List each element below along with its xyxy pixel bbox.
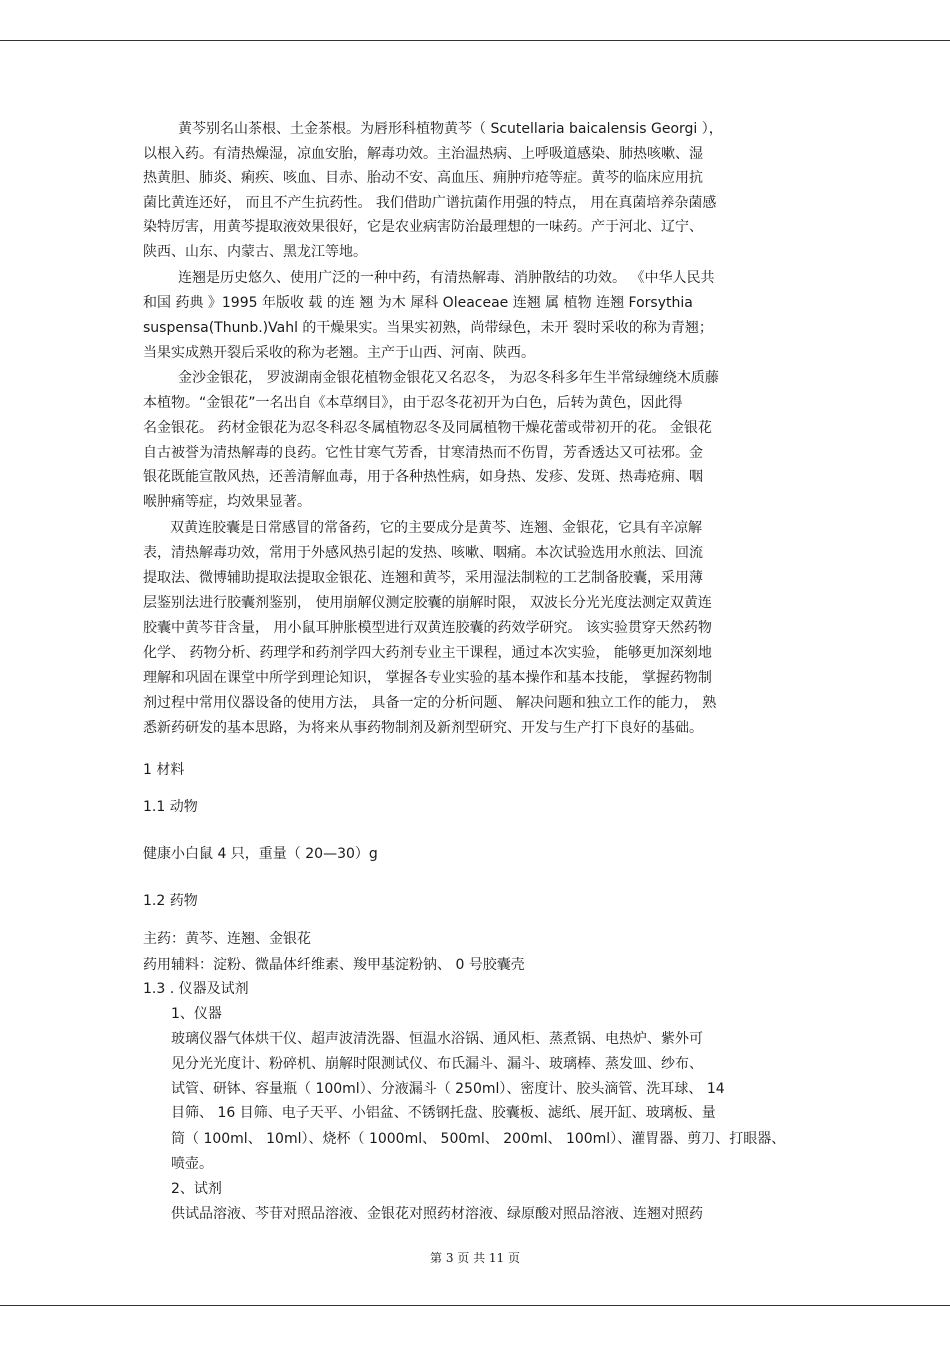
section-heading-instruments-reagents: 1.3 . 仪器及试剂 — [143, 981, 249, 997]
p1-line-2: 以根入药。有清热燥湿，凉血安胎，解毒功效。主治温热病、上呼吸道感染、肺热咳嗽、湿 — [143, 146, 703, 162]
instruments-line-1: 玻璃仪器气体烘干仪、超声波清洗器、恒温水浴锅、通风柜、蒸煮锅、电热炉、紫外可 — [171, 1031, 703, 1047]
p4-line-6: 化学、 药物分析、药理学和药剂学四大药剂专业主干课程，通过本次实验， 能够更加深刻地 — [143, 645, 712, 661]
p4-line-8: 剂过程中常用仪器设备的使用方法， 具备一定的分析问题、 解决问题和独立工作的能力， 熟 — [143, 695, 717, 711]
p2-line-4: 当果实成熟开裂后采收的称为老翘。主产于山西、河南、陕西。 — [143, 345, 535, 361]
instruments-line-6: 喷壶。 — [171, 1156, 213, 1172]
p1-line-4: 菌比黄连还好， 而且不产生抗药性。 我们借助广谱抗菌作用强的特点， 用在真菌培养杂菌感 — [143, 195, 717, 211]
reagents-line: 供试品溶液、芩苷对照品溶液、金银花对照药材溶液、绿原酸对照品溶液、连翘对照药 — [171, 1206, 703, 1222]
excipients-line: 药用辅料：淀粉、微晶体纤维素、羧甲基淀粉钠、 0 号胶囊壳 — [143, 957, 525, 973]
instruments-title: 1、仪器 — [171, 1006, 222, 1022]
p1-line-3: 热黄胆、肺炎、痢疾、咳血、目赤、胎动不安、高血压、痈肿疖疮等症。黄芩的临床应用抗 — [143, 170, 703, 186]
instruments-line-4: 目筛、 16 目筛、电子天平、小铝盆、不锈钢托盘、胶囊板、滤纸、展开缸、玻璃板、量 — [171, 1105, 716, 1121]
instruments-line-3: 试管、研钵、容量瓶（ 100ml）、分液漏斗（ 250ml）、密度计、胶头滴管、洗耳球、 14 — [171, 1081, 725, 1097]
p2-line-2: 和国 药典 》1995 年版收 载 的连 翘 为木 犀科 Oleaceae 连翘 属 植物 连翘 Forsythia — [143, 295, 693, 311]
p3-line-4: 自古被誉为清热解毒的良药。它性甘寒气芳香，甘寒清热而不伤胃，芳香透达又可祛邪。金 — [143, 445, 703, 461]
p4-line-4: 层鉴别法进行胶囊剂鉴别， 使用崩解仪测定胶囊的崩解时限， 双波长分光光度法测定双黄连 — [143, 595, 712, 611]
top-rule — [0, 40, 950, 41]
section-heading-animals: 1.1 动物 — [143, 799, 198, 815]
p4-line-7: 理解和巩固在课堂中所学到理论知识， 掌握各专业实验的基本操作和基本技能， 掌握药物制 — [143, 670, 712, 686]
page-number-footer: 第 3 页 共 11 页 — [430, 1251, 520, 1265]
p1-line-5: 染特厉害，用黄芩提取液效果很好，它是农业病害防治最理想的一味药。产于河北、辽宁、 — [143, 219, 703, 235]
p4-line-2: 表，清热解毒功效，常用于外感风热引起的发热、咳嗽、咽痛。本次试验选用水煎法、回流 — [143, 545, 703, 561]
p4-line-1: 双黄连胶囊是日常感冒的常备药，它的主要成分是黄芩、连翘、金银花，它具有辛凉解 — [170, 520, 702, 536]
section-heading-drugs: 1.2 药物 — [143, 893, 198, 909]
p2-line-1: 连翘是历史悠久、使用广泛的一种中药，有清热解毒、消肿散结的功效。 《中华人民共 — [178, 270, 715, 286]
animal-description: 健康小白鼠 4 只，重量（ 20—30）g — [143, 846, 378, 862]
p4-line-3: 提取法、微博辅助提取法提取金银花、连翘和黄芩，采用湿法制粒的工艺制备胶囊，采用薄 — [143, 570, 703, 586]
instruments-line-5: 筒（ 100ml、 10ml）、烧杯（ 1000ml、 500ml、 200ml、 100ml）、灌胃器、剪刀、打眼器、 — [171, 1131, 786, 1147]
p3-line-5: 银花既能宣散风热，还善清解血毒，用于各种热性病，如身热、发疹、发斑、热毒疮痈、咽 — [143, 469, 703, 485]
section-heading-materials: 1 材料 — [143, 762, 185, 778]
instruments-line-2: 见分光光度计、粉碎机、崩解时限测试仪、布氏漏斗、漏斗、玻璃棒、蒸发皿、纱布、 — [171, 1056, 703, 1072]
p1-line-1: 黄芩别名山茶根、土金茶根。为唇形科植物黄芩（ Scutellaria baicalensis Georgi ）， — [178, 121, 723, 137]
p3-line-3: 名金银花。 药材金银花为忍冬科忍冬属植物忍冬及同属植物干燥花蕾或带初开的花。 金银花 — [143, 420, 712, 436]
p3-line-2: 本植物。“金银花”一名出自《本草纲目》，由于忍冬花初开为白色，后转为黄色，因此得 — [143, 395, 683, 411]
p3-line-6: 喉肿痛等症，均效果显著。 — [143, 494, 311, 510]
p2-line-3: suspensa(Thunb.)Vahl 的干燥果实。当果实初熟，尚带绿色，未开 裂时采收的称为青翘； — [143, 320, 713, 336]
main-drug-line: 主药：黄芩、连翘、金银花 — [143, 931, 311, 947]
reagents-title: 2、试剂 — [171, 1181, 222, 1197]
p4-line-9: 悉新药研发的基本思路，为将来从事药物制剂及新剂型研究、开发与生产打下良好的基础。 — [143, 720, 703, 736]
p3-line-1: 金沙金银花， 罗波湖南金银花植物金银花又名忍冬， 为忍冬科多年生半常绿缠绕木质藤 — [178, 370, 719, 386]
p1-line-6: 陕西、山东、内蒙古、黑龙江等地。 — [143, 244, 367, 260]
p4-line-5: 胶囊中黄芩苷含量， 用小鼠耳肿胀模型进行双黄连胶囊的药效学研究。 该实验贯穿天然药物 — [143, 620, 712, 636]
bottom-rule — [0, 1305, 950, 1306]
